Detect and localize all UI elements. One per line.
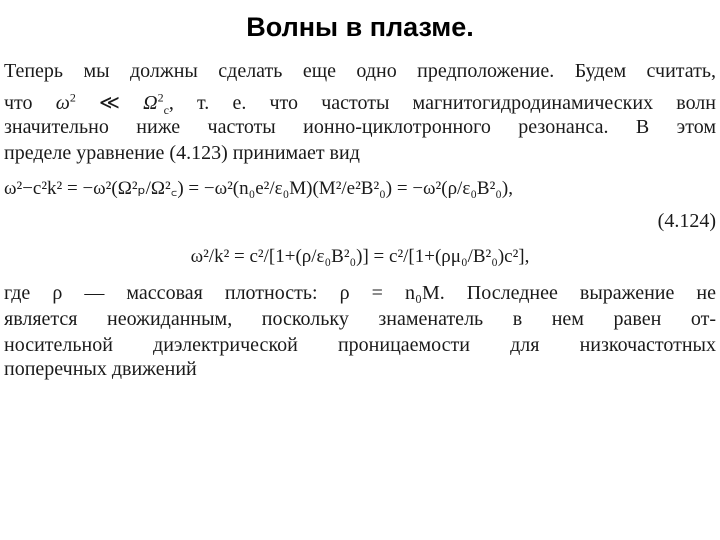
omega-symbol: ω <box>55 92 70 114</box>
paragraph-line-2: что $\omega^2$ ≪ $\Omega^2_c$, т. е. что частоты магнитогидродинамических волн <box>4 90 716 117</box>
paragraph-line-7: носительной диэлектрической проницаемости для низкочастотных <box>4 334 716 356</box>
text-fragment: что <box>4 92 56 114</box>
text-fragment: , т. е. что частоты магнитогидродинамических волн <box>168 92 716 114</box>
paragraph-line-3: значительно ниже частоты ионно-циклотронного резонанса. В этом <box>4 116 716 138</box>
paragraph-line-8: поперечных движений <box>4 358 197 380</box>
much-less-symbol: ≪ <box>75 92 144 114</box>
slide-title: Волны в плазме. <box>246 12 474 42</box>
paragraph-line-1: Теперь мы должны сделать еще одно предположение. Будем считать, <box>4 60 716 82</box>
paragraph-line-5: где ρ — массовая плотность: ρ = n₀M. Последнее выражение не <box>4 282 716 304</box>
equation-number: (4.124) <box>657 210 716 232</box>
paragraph-line-4: пределе уравнение (4.123) принимает вид <box>4 142 360 164</box>
paragraph-line-6: является неожиданным, поскольку знаменатель в нем равен от- <box>4 308 716 330</box>
equation-4-124-first-line: ω²−c²k² = −ω²(Ω²ₚ/Ω²꜀) = −ω²(n₀e²/ε₀M)(M²/e²B²₀) = −ω²(ρ/ε₀B²₀), <box>4 178 514 199</box>
capital-omega-symbol: Ω <box>143 92 158 114</box>
equation-4-124-second-line: ω²/k² = c²/[1+(ρ/ε₀B²₀)] = c²/[1+(ρμ₀/B²₀)c²], <box>190 246 530 267</box>
